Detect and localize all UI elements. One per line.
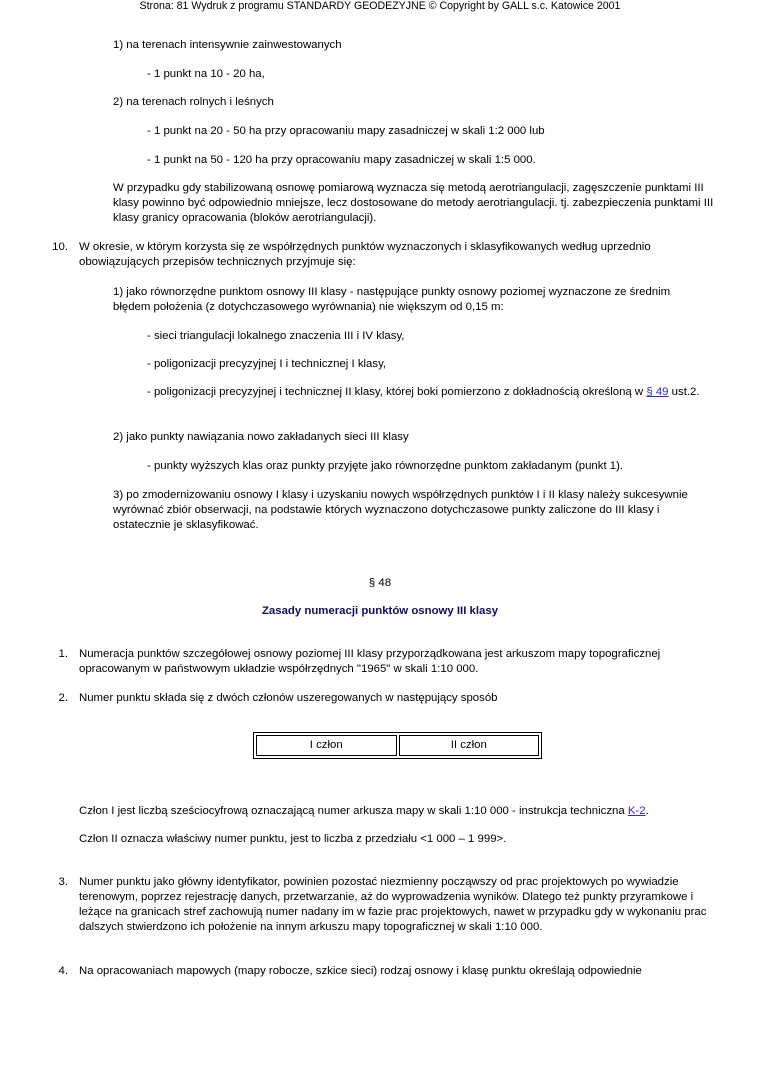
list-number: 2. <box>58 692 68 704</box>
czlon-1-tail: . <box>645 805 649 817</box>
table-cell-czlon-1: I człon <box>256 735 397 756</box>
table-cell-czlon-2: II człon <box>399 735 540 756</box>
list-subitem: - 1 punkt na 50 - 120 ha przy opracowaniu mapy zasadniczej w skali 1:5 000. <box>147 154 536 166</box>
list-subitem-with-link <box>147 385 703 400</box>
paragraph-aerotriangulation: W przypadku gdy stabilizowaną osnowę pomiarową wyznacza się metodą aerotriangulacji, zagęszczenie punktami III klasy powinno być odpowiednio mniejsze, lecz dostosowane do metody aerotriangulacji. tj. zabezpieczenia punktami III klasy granicy opracowania (bloków aerotriangulacji). <box>113 182 714 224</box>
list-subitem: - 1 punkt na 20 - 50 ha przy opracowaniu mapy zasadniczej w skali 1:2 000 lub <box>147 125 545 137</box>
numbering-rule-2: Numer punktu składa się z dwóch członów uszeregowanych w następujący sposób <box>79 692 498 704</box>
page-header: Strona: 81 Wydruk z programu STANDARDY GEODEZYJNE © Copyright by GALL s.c. Katowice 2001 <box>139 0 621 12</box>
list-number: 10. <box>52 241 68 253</box>
numbering-rule-4: Na opracowaniach mapowych (mapy robocze, szkice sieci) rodzaj osnowy i klasę punktu określają odpowiednie <box>79 965 642 977</box>
list-subitem: - 1 punkt na 10 - 20 ha, <box>147 68 265 80</box>
list-item-rural: 2) na terenach rolnych i leśnych <box>113 96 274 108</box>
czlon-2-description: Człon II oznacza właściwy numer punktu, jest to liczba z przedziału <1 000 – 1 999>. <box>79 833 507 845</box>
point-10-sub1: 1) jako równorzędne punktom osnowy III klasy - następujące punkty osnowy poziomej wyznaczone ze średnim błędem położenia (z dotychczasowego wyrównania) nie większym od 0,15 m: <box>113 286 671 313</box>
section-title: Zasady numeracji punktów osnowy III klasy <box>261 605 499 617</box>
list-item-intensive: 1) na terenach intensywnie zainwestowanych <box>113 39 342 51</box>
list-subitem-tail: ust.2. <box>671 386 700 398</box>
paragraph-49-link[interactable]: § 49 <box>646 386 669 398</box>
list-number: 1. <box>58 648 68 660</box>
list-subitem: - poligonizacji precyzyjnej I i technicznej I klasy, <box>147 358 387 370</box>
czlon-1-description <box>79 804 739 819</box>
number-parts-table <box>253 732 542 759</box>
numbering-rule-3: Numer punktu jako główny identyfikator, powinien pozostać niezmienny począwszy od prac projektowych po wywiadzie terenowym, poprzez rejestrację danych, przetwarzanie, aż do wyprowadzenia wyników. Dlatego też punkty przyramkowe i leżące na granicach stref zachowują numer nadany im w fazie prac projektowych, nawet w przypadku gdy w wykonaniu prac dalszych stwierdzono ich położenie na innym arkuszu mapy topograficznej w skali 1:10 000. <box>79 876 707 933</box>
k-2-link[interactable]: K-2 <box>627 805 646 817</box>
list-number: 3. <box>58 876 68 888</box>
point-10-sub2: 2) jako punkty nawiązania nowo zakładanych sieci III klasy <box>113 431 409 443</box>
list-subitem: - sieci triangulacji lokalnego znaczenia III i IV klasy, <box>147 330 405 342</box>
czlon-1-text: Człon I jest liczbą sześciocyfrową oznaczającą numer arkusza mapy w skali 1:10 000 - instrukcja techniczna <box>79 805 625 817</box>
list-subitem: - punkty wyższych klas oraz punkty przyjęte jako równorzędne punktom zakładanym (punkt 1). <box>147 460 624 472</box>
section-symbol: § 48 <box>368 577 392 589</box>
point-10-sub3: 3) po zmodernizowaniu osnowy I klasy i uzyskaniu nowych współrzędnych punktów I i II klasy należy sukcesywnie wyrównać zbiór obserwacji, na podstawie których wyznaczono dotychczasowe punkty zaliczone do III klasy i ostatecznie je sklasyfikować. <box>113 489 688 531</box>
list-subitem-text: - poligonizacji precyzyjnej i technicznej II klasy, której boki pomierzono z dokładnością określoną w <box>147 386 644 398</box>
list-number: 4. <box>58 965 68 977</box>
point-10-text: W okresie, w którym korzysta się ze współrzędnych punktów wyznaczonych i sklasyfikowanych według uprzednio obowiązujących przepisów technicznych przyjmuje się: <box>79 241 651 268</box>
numbering-rule-1: Numeracja punktów szczegółowej osnowy poziomej III klasy przyporządkowana jest arkuszom mapy topograficznej opracowanym w państwowym układzie współrzędnych "1965" w skali 1:10 000. <box>79 648 661 675</box>
